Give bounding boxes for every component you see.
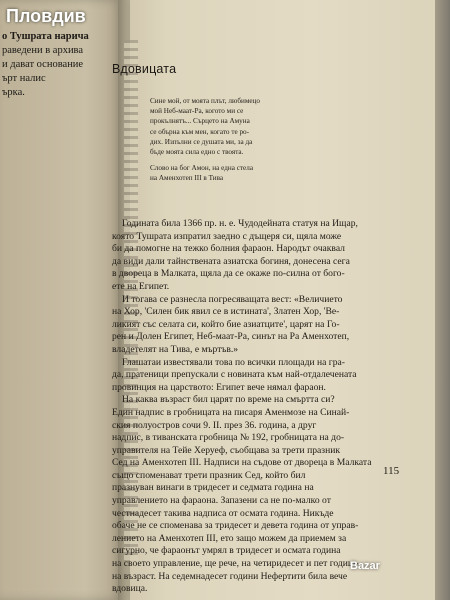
body-line: Един надпис в гробницата на писаря Аменмозе на Синай-	[112, 406, 350, 418]
body-line: ския полуостров сочи 9. II. през 36. година, а друг	[112, 419, 317, 431]
epigraph-line: бъде моята сила едно с твоята.	[150, 148, 244, 157]
left-page-line: о Тушрата нарича	[2, 31, 89, 42]
epigraph-line: мой Неб-маат-Ра, когото ми се	[150, 107, 244, 116]
left-page-line: и дават основание	[2, 59, 84, 70]
body-line: провинция на царството: Египет вече нямал фараон.	[112, 381, 326, 393]
body-line: също споменават трети празник Сед, който бил	[112, 469, 306, 481]
left-page-text	[2, 30, 120, 100]
chapter-title: Вдовицата	[112, 62, 177, 76]
body-line: лението на Аменхотеп III, ето защо можем да приемем за	[112, 532, 347, 544]
left-page-line: раведени в архива	[2, 45, 84, 56]
body-line: обаче не се споменава за тридесет и девета година от управ-	[112, 520, 359, 532]
body-line: ликият със селата си, който бие азиатците', царят на Го-	[112, 318, 340, 330]
body-line: ете на Египет.	[112, 280, 170, 292]
body-line: рен и Долен Египет, Неб-маат-Ра, синът на Ра Аменхотеп,	[112, 331, 350, 343]
body-line: да види дали тайнствената азиатска богиня, донесена сега	[112, 255, 350, 267]
page-edge	[435, 0, 450, 600]
body-line: На каква възраст бил царят по време на смъртта си?	[122, 394, 335, 406]
left-page	[0, 0, 122, 600]
body-line: владетелят на Тива, е мъртъв.»	[112, 343, 239, 355]
epigraph-source-line: Слово на бог Амон, на една стела	[150, 164, 254, 173]
body-line: управителя на Тейе Херуеф, съобщава за трети празник	[112, 444, 340, 456]
body-line: в двореца в Малката, щяла да се окаже по-силна от бого-	[112, 268, 345, 280]
body-line: да, пратеници препускали с новината към най-отдалечената	[112, 369, 357, 381]
body-line: Годината била 1366 пр. н. е. Чудодейната статуя на Ищар,	[122, 218, 358, 229]
body-line: празнуван винаги в тридесет и седмата година на	[112, 482, 314, 494]
epigraph-line: се обърна към мен, когато те ро-	[150, 127, 250, 136]
body-line: честнадесет такива надписа от осмата година. Никъде	[112, 507, 334, 519]
body-line: И тогава се разнесла погресяващата вест: «Величието	[122, 293, 343, 305]
epigraph-source-line: на Аменхотеп III в Тива	[150, 174, 224, 183]
body-line: би да помогне на тежко болния фараон. Народът очаквал	[112, 243, 345, 255]
body-line: Сед на Аменхотеп III. Надписи на съдове от двореца в Малката	[112, 457, 372, 469]
body-line: която Тушрата изпратил заедно с дъщеря си, щяла може	[112, 230, 342, 242]
epigraph	[150, 96, 300, 184]
body-line: на своето управление, ще рече, на четиридесет и пет годиш-	[112, 558, 359, 570]
marketplace-logo: Bazar	[350, 560, 380, 572]
watermark-location: Пловдив	[6, 6, 86, 26]
body-text	[112, 218, 412, 596]
body-line: вдовица.	[112, 583, 148, 595]
epigraph-line: Сине мой, от моята плът, любимецо	[150, 97, 261, 105]
left-page-line: ърт налис	[2, 73, 46, 84]
body-line: на Хор, 'Силен бик явил се в истината', Златен Хор, 'Ве-	[112, 306, 340, 318]
body-line: сигурно, че фараонът умрял в тридесет и осмата година	[112, 545, 341, 557]
left-page-line: ърка.	[2, 87, 25, 98]
page-number: 115	[383, 465, 400, 477]
body-line: Глашатаи известявали това по всички площади на гра-	[122, 356, 345, 368]
epigraph-line: прокълнятъ... Сърцето на Амуна	[150, 117, 250, 126]
body-line: на възраст. На седемнадесет години Нефертити била вече	[112, 570, 348, 582]
epigraph-line: дих. Изпълни се душата ми, за да	[150, 137, 253, 146]
body-line: управлението на фараона. Запазени са не по-малко от	[112, 495, 331, 507]
body-line: надпис, в тиванската гробница № 192, гробницата на до-	[112, 432, 345, 444]
